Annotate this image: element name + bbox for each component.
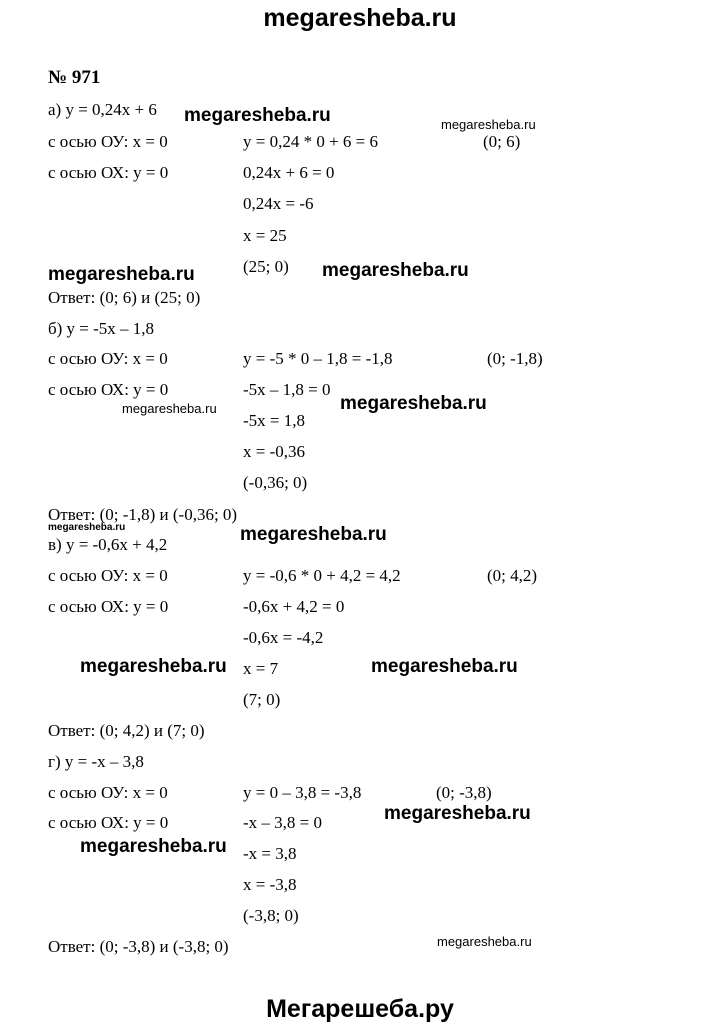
part-a-step-4: x = 25: [243, 226, 287, 245]
watermark: megaresheba.ru: [384, 803, 531, 824]
part-d-step-1: y = 0 – 3,8 = -3,8: [243, 783, 362, 802]
part-d-oy-point: (0; -3,8): [436, 783, 492, 802]
watermark: megaresheba.ru: [184, 105, 331, 126]
part-a-step-1: y = 0,24 * 0 + 6 = 6: [243, 132, 379, 151]
part-d-title: г) y = -x – 3,8: [48, 752, 144, 771]
part-c-title: в) y = -0,6x + 4,2: [48, 535, 168, 554]
part-b-step-4: x = -0,36: [243, 442, 305, 461]
part-b-oy-label: с осью ОУ: x = 0: [48, 349, 168, 368]
watermark: megaresheba.ru: [48, 264, 195, 285]
part-c-step-1: y = -0,6 * 0 + 4,2 = 4,2: [243, 566, 401, 585]
part-a-ox-label: с осью ОХ: y = 0: [48, 163, 169, 182]
watermark: megaresheba.ru: [80, 656, 227, 677]
part-c-step-2: -0,6x + 4,2 = 0: [243, 597, 345, 616]
part-c-answer: Ответ: (0; 4,2) и (7; 0): [48, 721, 205, 740]
part-c-oy-label: с осью ОУ: x = 0: [48, 566, 168, 585]
part-a-step-5: (25; 0): [243, 257, 289, 276]
part-b-answer: Ответ: (0; -1,8) и (-0,36; 0): [48, 505, 238, 524]
part-d-oy-label: с осью ОУ: x = 0: [48, 783, 168, 802]
part-c-oy-point: (0; 4,2): [487, 566, 538, 585]
part-a-step-2: 0,24x + 6 = 0: [243, 163, 335, 182]
part-c-step-5: (7; 0): [243, 690, 281, 709]
problem-number: № 971: [48, 67, 101, 88]
part-d-step-5: (-3,8; 0): [243, 906, 299, 925]
part-b-oy-point: (0; -1,8): [487, 349, 543, 368]
watermark: megaresheba.ru: [48, 522, 126, 533]
part-d-step-2: -x – 3,8 = 0: [243, 813, 322, 832]
part-c-step-4: x = 7: [243, 659, 279, 678]
part-b-step-2: -5x – 1,8 = 0: [243, 380, 331, 399]
part-b-title: б) y = -5x – 1,8: [48, 319, 155, 338]
watermark: megaresheba.ru: [80, 836, 227, 857]
part-c-ox-label: с осью ОХ: y = 0: [48, 597, 169, 616]
part-d-step-3: -x = 3,8: [243, 844, 297, 863]
watermark: megaresheba.ru: [122, 401, 217, 416]
watermark: megaresheba.ru: [371, 656, 518, 677]
watermark: megaresheba.ru: [322, 260, 469, 281]
watermark: megaresheba.ru: [437, 934, 532, 949]
part-d-answer: Ответ: (0; -3,8) и (-3,8; 0): [48, 937, 229, 956]
part-b-step-1: y = -5 * 0 – 1,8 = -1,8: [243, 349, 393, 368]
part-b-ox-label: с осью ОХ: y = 0: [48, 380, 169, 399]
part-d-step-4: x = -3,8: [243, 875, 297, 894]
part-b-step-5: (-0,36; 0): [243, 473, 308, 492]
part-b-step-3: -5x = 1,8: [243, 411, 305, 430]
part-d-ox-label: с осью ОХ: y = 0: [48, 813, 169, 832]
watermark: megaresheba.ru: [441, 117, 536, 132]
site-footer[interactable]: Мегарешеба.ру: [266, 995, 454, 1023]
watermark: megaresheba.ru: [340, 393, 487, 414]
part-a-step-3: 0,24x = -6: [243, 194, 314, 213]
part-a-oy-label: с осью ОУ: x = 0: [48, 132, 168, 151]
site-header[interactable]: megaresheba.ru: [263, 4, 457, 32]
watermark: megaresheba.ru: [240, 524, 387, 545]
part-a-title: а) y = 0,24x + 6: [48, 100, 157, 119]
part-a-oy-point: (0; 6): [483, 132, 521, 151]
part-a-answer: Ответ: (0; 6) и (25; 0): [48, 288, 201, 307]
part-c-step-3: -0,6x = -4,2: [243, 628, 324, 647]
